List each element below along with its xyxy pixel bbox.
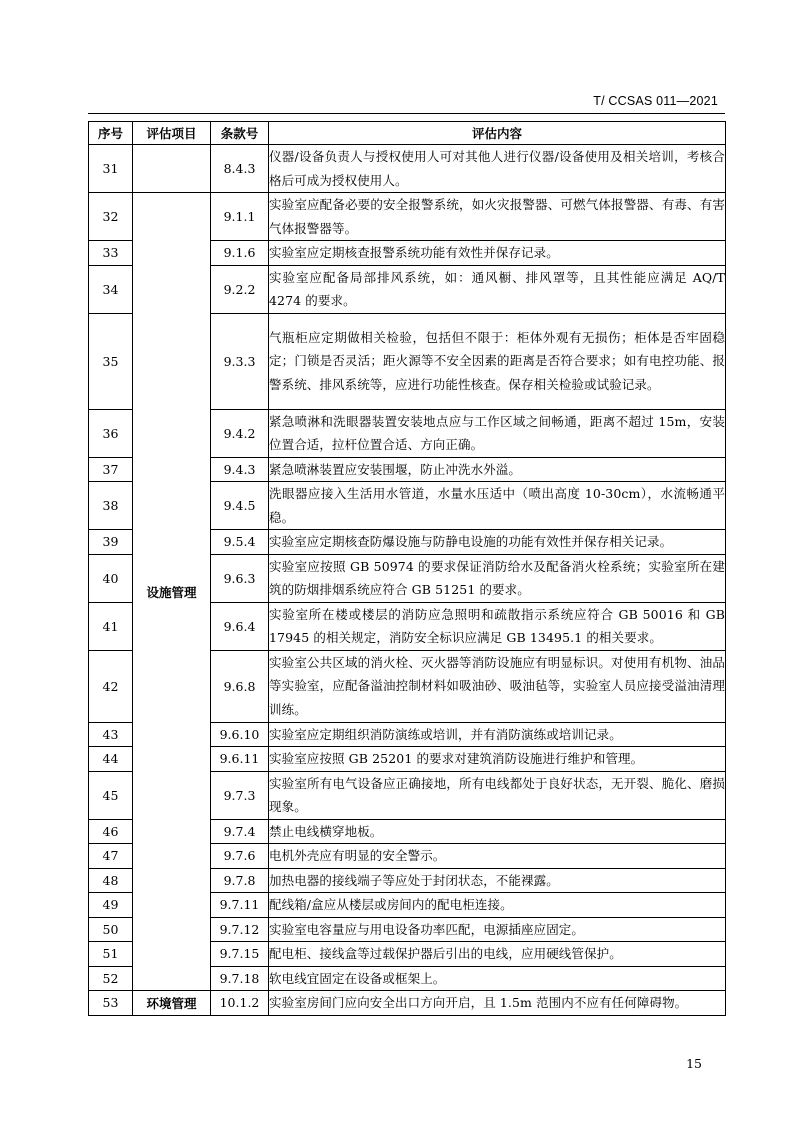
row-number: 35 [89, 313, 133, 409]
assessment-content: 气瓶柜应定期做相关检验，包括但不限于：柜体外观有无损伤；柜体是否牢固稳定；门锁是否灵活；距火源等不安全因素的距离是否符合要求；如有电控功能、报警系统、排风系统等，应进行功能性核查。保存相关检验或试验记录。 [269, 313, 726, 409]
table-row [89, 193, 726, 241]
assessment-content: 软电线宜固定在设备或框架上。 [269, 966, 726, 991]
clause-number: 9.7.8 [211, 868, 269, 893]
clause-number: 9.5.4 [211, 530, 269, 555]
assessment-item-empty [133, 145, 211, 193]
table-header-row [89, 122, 726, 145]
column-header-clause: 条款号 [211, 122, 269, 145]
table-row [89, 145, 726, 193]
row-number: 32 [89, 193, 133, 241]
row-number: 43 [89, 722, 133, 747]
row-number: 53 [89, 991, 133, 1016]
row-number: 44 [89, 747, 133, 772]
row-number: 34 [89, 265, 133, 313]
clause-number: 9.7.4 [211, 819, 269, 844]
assessment-content: 实验室应按照 GB 50974 的要求保证消防给水及配备消火栓系统；实验室所在建筑的防烟排烟系统应符合 GB 51251 的要求。 [269, 554, 726, 602]
assessment-content: 禁止电线横穿地板。 [269, 819, 726, 844]
row-number: 41 [89, 602, 133, 650]
clause-number: 9.6.3 [211, 554, 269, 602]
clause-number: 9.7.6 [211, 844, 269, 869]
column-header-item: 评估项目 [133, 122, 211, 145]
row-number: 31 [89, 145, 133, 193]
clause-number: 9.6.4 [211, 602, 269, 650]
row-number: 33 [89, 241, 133, 266]
assessment-content: 实验室应按照 GB 25201 的要求对建筑消防设施进行维护和管理。 [269, 747, 726, 772]
row-number: 46 [89, 819, 133, 844]
assessment-content: 实验室房间门应向安全出口方向开启，且 1.5m 范围内不应有任何障碍物。 [269, 991, 726, 1016]
page-number: 15 [686, 1056, 702, 1071]
row-number: 52 [89, 966, 133, 991]
assessment-item-facility: 设施管理 [133, 193, 211, 991]
clause-number: 9.4.3 [211, 457, 269, 482]
assessment-content: 实验室应定期组织消防演练或培训，并有消防演练或培训记录。 [269, 722, 726, 747]
clause-number: 9.7.15 [211, 942, 269, 967]
assessment-item-environment: 环境管理 [133, 991, 211, 1016]
assessment-content: 实验室应定期核查防爆设施与防静电设施的功能有效性并保存相关记录。 [269, 530, 726, 555]
clause-number: 9.7.12 [211, 917, 269, 942]
row-number: 38 [89, 482, 133, 530]
assessment-content: 紧急喷淋装置应安装围堰，防止冲洗水外溢。 [269, 457, 726, 482]
assessment-content: 加热电器的接线端子等应处于封闭状态，不能裸露。 [269, 868, 726, 893]
assessment-content: 仪器/设备负责人与授权使用人可对其他人进行仪器/设备使用及相关培训，考核合格后可成为授权使用人。 [269, 145, 726, 193]
column-header-content: 评估内容 [269, 122, 726, 145]
clause-number: 10.1.2 [211, 991, 269, 1016]
row-number: 48 [89, 868, 133, 893]
assessment-content: 实验室应配备局部排风系统，如：通风橱、排风罩等，且其性能应满足 AQ/T 4274 的要求。 [269, 265, 726, 313]
header-rule [88, 113, 725, 114]
assessment-content: 配电柜、接线盒等过载保护器后引出的电线，应用硬线管保护。 [269, 942, 726, 967]
assessment-content: 实验室应定期核查报警系统功能有效性并保存记录。 [269, 241, 726, 266]
clause-number: 9.1.1 [211, 193, 269, 241]
column-header-number: 序号 [89, 122, 133, 145]
row-number: 47 [89, 844, 133, 869]
clause-number: 9.2.2 [211, 265, 269, 313]
assessment-table [88, 121, 726, 1016]
row-number: 36 [89, 409, 133, 457]
assessment-content: 实验室所有电气设备应正确接地，所有电线都处于良好状态，无开裂、脆化、磨损现象。 [269, 771, 726, 819]
assessment-content: 实验室公共区域的消火栓、灭火器等消防设施应有明显标识。对使用有机物、油品等实验室，应配备溢油控制材料如吸油砂、吸油毡等，实验室人员应接受溢油清理训练。 [269, 650, 726, 722]
assessment-content: 洗眼器应接入生活用水管道，水量水压适中（喷出高度 10-30cm），水流畅通平稳。 [269, 482, 726, 530]
clause-number: 9.4.2 [211, 409, 269, 457]
assessment-content: 紧急喷淋和洗眼器装置安装地点应与工作区域之间畅通，距离不超过 15m，安装位置合适，拉杆位置合适、方向正确。 [269, 409, 726, 457]
assessment-content: 实验室应配备必要的安全报警系统，如火灾报警器、可燃气体报警器、有毒、有害气体报警器等。 [269, 193, 726, 241]
row-number: 45 [89, 771, 133, 819]
assessment-content: 实验室所在楼或楼层的消防应急照明和疏散指示系统应符合 GB 50016 和 GB 17945 的相关规定，消防安全标识应满足 GB 13495.1 的相关要求。 [269, 602, 726, 650]
row-number: 40 [89, 554, 133, 602]
row-number: 50 [89, 917, 133, 942]
assessment-content: 电机外壳应有明显的安全警示。 [269, 844, 726, 869]
clause-number: 9.6.11 [211, 747, 269, 772]
clause-number: 9.7.11 [211, 893, 269, 918]
clause-number: 9.3.3 [211, 313, 269, 409]
row-number: 42 [89, 650, 133, 722]
row-number: 39 [89, 530, 133, 555]
table-row [89, 991, 726, 1016]
assessment-content: 配线箱/盒应从楼层或房间内的配电柜连接。 [269, 893, 726, 918]
clause-number: 9.7.18 [211, 966, 269, 991]
clause-number: 8.4.3 [211, 145, 269, 193]
clause-number: 9.7.3 [211, 771, 269, 819]
clause-number: 9.6.10 [211, 722, 269, 747]
row-number: 37 [89, 457, 133, 482]
row-number: 49 [89, 893, 133, 918]
row-number: 51 [89, 942, 133, 967]
clause-number: 9.6.8 [211, 650, 269, 722]
assessment-content: 实验室电容量应与用电设备功率匹配，电源插座应固定。 [269, 917, 726, 942]
clause-number: 9.1.6 [211, 241, 269, 266]
document-header-code: T/ CCSAS 011—2021 [593, 94, 718, 108]
clause-number: 9.4.5 [211, 482, 269, 530]
